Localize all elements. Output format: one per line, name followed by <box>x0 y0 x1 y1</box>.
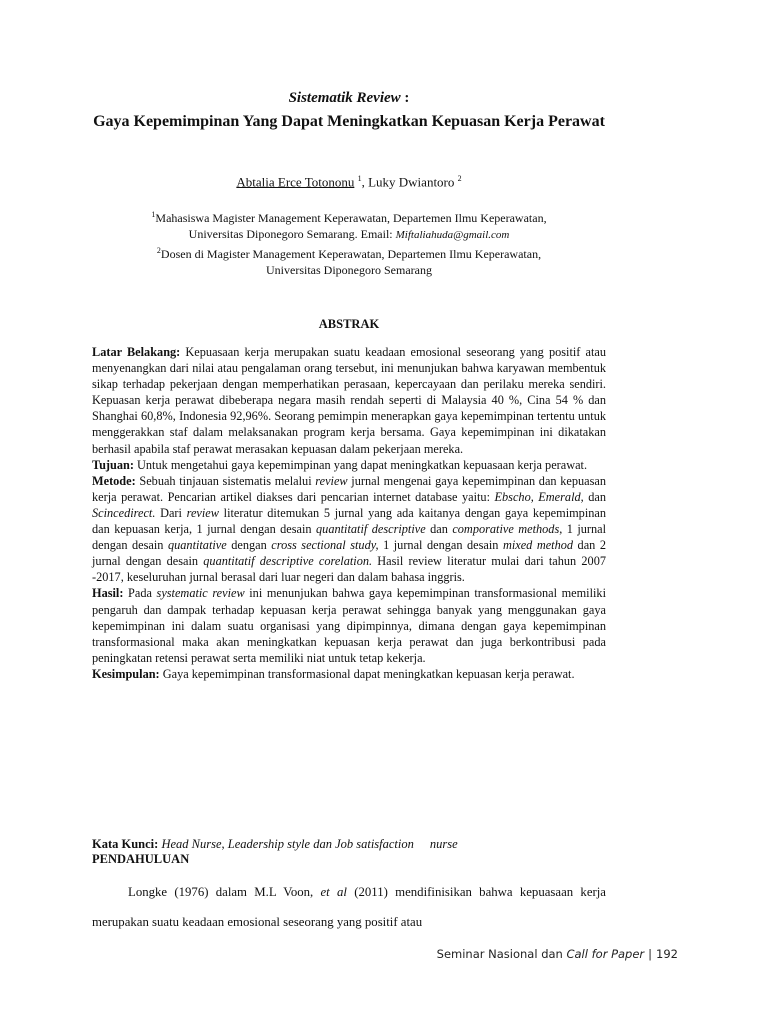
affiliation-1 <box>92 207 606 243</box>
abstract-results <box>92 585 606 665</box>
title-prefix-line <box>92 90 606 107</box>
author-line <box>92 174 606 190</box>
keyword-2: Leadership style dan Job satisfaction <box>227 837 414 851</box>
intro-paragraph <box>92 877 606 937</box>
abstract-background <box>92 344 606 457</box>
method-text: , 1 jurnal dengan desain <box>92 522 607 553</box>
conclusion-text: Gaya kepemimpinan transformasional dapat meningkatkan kepuasan kerja perawat. <box>159 666 575 681</box>
method-italic: Ebscho, Emerald, <box>494 489 584 504</box>
method-italic: quantitatif descriptive corelation. <box>203 554 373 569</box>
method-text: dan <box>583 489 606 504</box>
method-italic: quantitatif descriptive <box>316 522 426 537</box>
method-text: Hasil review literatur mulai dari tahun 2007 -2017, keseluruhan jurnal berasal dari luar negeri dan dalam bahasa inggris. <box>92 554 606 585</box>
background-text: Kepuasaan kerja merupakan suatu keadaan emosional seseorang yang positif atau menyenangkan dari nilai atau pengalaman orang tersebut, ini menunjukan bahwa karyawan membentuk sikap terhadap pekerjaan dengan memperhatikan perasaan, kepercayaan dan perilaku mereka sendiri. Kepuasan kerja perawat dibeberapa negara masih rendah seperti di Malaysia 40 %, Cina 54 % dan Shanghai 60,8%, Indonesia 92,96%. Seorang pemimpin menerapkan gaya kepemimpinan tertentu untuk menggerakkan staf dalam melaksanakan program kerja bersama. Gaya kepemimpinan ini dikatakan berhasil apabila staf perawat merasakan kepuasan dalam pekerjaan mereka. <box>92 345 606 456</box>
abstract-objective <box>92 457 606 473</box>
affiliations <box>92 207 606 278</box>
method-italic: review <box>186 505 219 520</box>
method-text: jurnal mengenai gaya kepemimpinan dan kepuasan kerja perawat. Pencarian artikel diakses dari pencarian internet database yaitu: <box>92 473 606 504</box>
page-number: 192 <box>656 947 678 961</box>
footer-sep: | <box>648 947 653 961</box>
results-text: Pada <box>123 586 157 601</box>
author-1: Abtalia Erce Totononu <box>236 174 355 190</box>
results-text: ini menunjukan bahwa gaya kepemimpinan transformasional memiliki pengaruh dan dampak terhadap kepuasan kerja perawat sehingga banyak yang menggunakan gaya kepemimpinan ini dalam suatu organisasi yang dipimpinnya, dimana dengan gaya kepemimpinan transformasional maka akan meningkatkan kepuasan kerja perawat dan juga berkontribusi pada peningkatan retensi perawat serta memiliki niat untuk tetap kekerja. <box>92 586 606 665</box>
author-2-sup: 2 <box>457 174 462 183</box>
email-link[interactable]: Miftaliahuda@gmail.com <box>395 229 510 241</box>
author-sep: , <box>361 174 369 190</box>
affiliation-2-sup: 2 <box>156 246 161 255</box>
method-label: Metode: <box>92 473 136 488</box>
intro-text: (2011) mendifinisikan bahwa kepuasaan kerja merupakan suatu keadaan emosional seseorang yang positif atau <box>92 885 606 929</box>
method-italic: comporative methods <box>452 522 560 537</box>
title-colon: : <box>400 90 410 106</box>
keyword-3: nurse <box>429 837 458 851</box>
keywords-label: Kata Kunci: <box>92 837 159 851</box>
method-italic: review <box>315 473 348 488</box>
abstract-body <box>92 344 606 682</box>
method-italic: mixed method <box>502 538 574 553</box>
affiliation-2 <box>92 243 606 278</box>
paper-title: Gaya Kepemimpinan Yang Dapat Meningkatkan Kepuasan Kerja Perawat <box>93 113 605 130</box>
intro-heading: PENDAHULUAN <box>92 852 190 866</box>
method-text: dan <box>425 522 453 537</box>
method-text: 1 jurnal dengan desain <box>378 538 503 553</box>
abstract-method <box>92 473 606 586</box>
method-italic: cross sectional study, <box>271 538 379 553</box>
keyword-1: Head Nurse <box>158 837 222 851</box>
abstract-heading: ABSTRAK <box>318 317 380 331</box>
intro-italic: et al <box>320 885 347 899</box>
author-2: Luky Dwiantoro <box>368 174 455 190</box>
affiliation-2-line2: Universitas Diponegoro Semarang <box>266 263 432 277</box>
background-label: Latar Belakang: <box>92 345 181 359</box>
affiliation-2-line1: Dosen di Magister Management Keperawatan, Departemen Ilmu Keperawatan, <box>160 247 542 261</box>
page-footer <box>437 947 678 961</box>
affiliation-1-sup: 1 <box>151 210 156 219</box>
footer-italic: Call for Paper <box>566 947 645 961</box>
objective-label: Tujuan: <box>92 457 134 472</box>
method-text: dan 2 jurnal dengan desain <box>92 538 606 569</box>
conclusion-label: Kesimpulan: <box>92 666 160 681</box>
abstract-conclusion <box>92 666 606 682</box>
method-italic: Scincedirect. <box>92 505 156 520</box>
method-text: literatur ditemukan 5 jurnal yang ada kaitanya dengan gaya kepemimpinan dan kepuasan kerja, 1 jurnal dengan desain <box>92 505 607 537</box>
results-label: Hasil: <box>92 586 124 601</box>
results-italic: systematic review <box>156 586 245 601</box>
intro-text: Longke (1976) dalam M.L Voon, <box>128 885 321 899</box>
affiliation-1-line1: Mahasiswa Magister Management Keperawatan, Departemen Ilmu Keperawatan, <box>155 211 547 225</box>
method-text: Sebuah tinjauan sistematis melalui <box>135 473 316 488</box>
method-text: Dari <box>155 505 187 520</box>
method-italic: quantitative <box>167 538 227 553</box>
affiliation-1-line2: Universitas Diponegoro Semarang. Email: <box>188 227 396 241</box>
objective-text: Untuk mengetahui gaya kepemimpinan yang dapat meningkatkan kepuasaan kerja perawat. <box>133 457 588 472</box>
keyword-sep: , <box>221 837 228 851</box>
footer-text: Seminar Nasional dan <box>436 947 567 961</box>
author-1-sup: 1 <box>357 174 362 183</box>
keywords-line <box>92 835 606 853</box>
title-prefix: Sistematik Review <box>288 90 401 106</box>
method-text: dengan <box>226 538 272 553</box>
